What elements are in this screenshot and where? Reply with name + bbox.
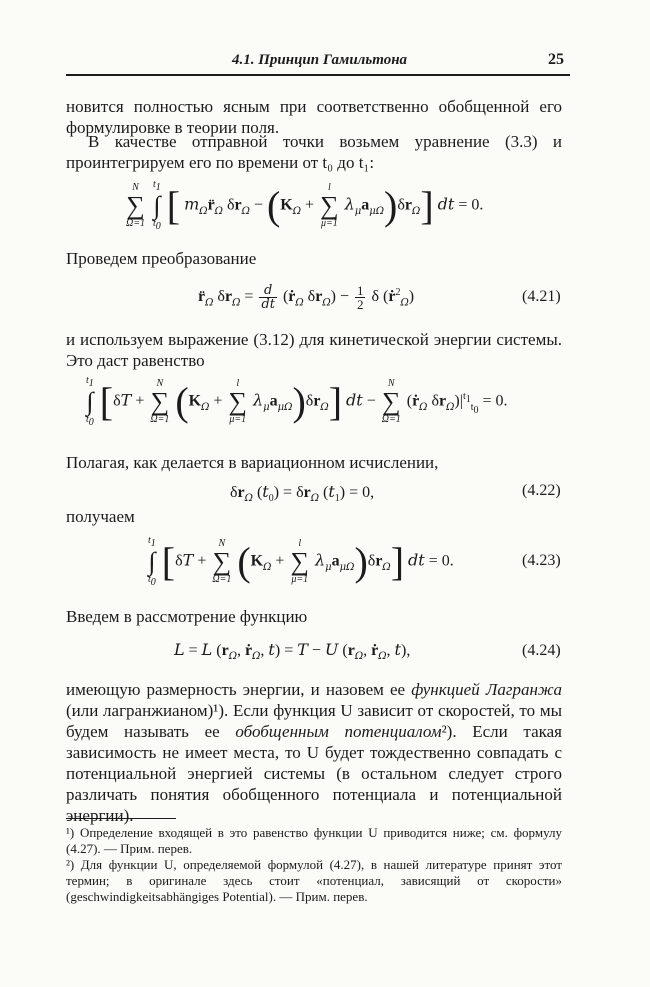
footnote-rule: [66, 818, 176, 819]
paragraph-6: получаем: [66, 507, 135, 526]
equation-number-4-21: (4.21): [522, 288, 561, 305]
paragraph-7: Введем в рассмотрение функцию: [66, 607, 308, 626]
equation-number-4-22: (4.22): [522, 482, 561, 499]
paragraph-8: [66, 679, 562, 826]
footnote-2: ²) Для функции U, определяемой формулой (4.27), в нашей литературе принят этот термин; в оригинале здесь стоит «потенциал, зависящий от скорости» (geschwindigkeitsabhängiges Potential). — Прим. перев.: [66, 857, 562, 904]
equation-start: N ∑ Ω=1 $t_1$ ∫ $t_0$ [ $m_\Omega r̈_\Omega$ $\delta r_\Omega - (K_\Omega$ + l ∑ μ=1 $\lambda_\mu a_{\mu\Omega})\delta r_\Omega$] dt = 0.: [126, 179, 484, 232]
running-head: [66, 48, 570, 76]
term-generalized-potential: обобщенным потенциалом: [235, 722, 442, 741]
paragraph-2: В качестве отправной точки возьмем уравнение (3.3) и проинтегрируем его по времени от t₀ до t₁:: [66, 132, 562, 172]
equation-4-22: $\delta r_\Omega$ $(t_0) = \delta r_\Omega$ $(t_1) = 0$,: [230, 482, 375, 505]
page-number: 25: [548, 51, 564, 68]
section-title: 4.1. Принцип Гамильтона: [232, 52, 408, 68]
paragraph-8-part-e: ²). Если такая зависимость не имеет места, то U будет тождественно совпадать с потенциальной энергией системы (в остальном следует строго различать понятия обобщенного потенциала и потенциальной энергии).: [66, 722, 562, 825]
footnotes: [66, 818, 562, 905]
footnote-1: ¹) Определение входящей в это равенство функции U приводится ниже; см. формулу (4.27). — Прим. перев.: [66, 825, 562, 856]
paragraph-8-part-c: (или лагранжианом)¹). Если функция U зависит от скоростей, то мы будем называть ее: [66, 701, 562, 741]
paragraph-8-part-a: имеющую размерность энергии, и назовем ее: [66, 680, 412, 699]
term-lagrange-function: функцией Лагранжа: [411, 680, 563, 699]
paragraph-1: новится полностью ясным при соответственно обобщенной его формулировке в теории поля.: [66, 97, 562, 137]
equation-number-4-23: (4.23): [522, 552, 561, 569]
paragraph-5: Полагая, как делается в вариационном исчислении,: [66, 453, 439, 472]
equation-number-4-24: (4.24): [522, 642, 561, 659]
equation-mid: $t_1$ ∫ $t_0$ [δT + N ∑ Ω=1 ($K_\Omega$ + l ∑ μ=1 $\lambda_\mu a_{\mu\Omega})\delta r_\Omega$] dt − N ∑ Ω=1 (ṙ$_\Omega$ $\delta r_\Omega)|^{t_1}_{t_0} = 0$.: [86, 375, 508, 428]
equation-4-24: L = L ($r_\Omega$, ṙ$_\Omega$, t) = T − U ($r_\Omega$, ṙ$_\Omega$, t),: [174, 640, 411, 663]
paragraph-3: Проведем преобразование: [66, 249, 257, 268]
equation-4-21: $r̈_\Omega$ $\delta r_\Omega$ = $\frac{d}{dt}$ (ṙ$_\Omega$ $\delta r_\Omega$) − $\frac{1}{2}$ δ (ṙ$^2_\Omega$): [198, 283, 415, 312]
equation-4-23: $t_1$ ∫ $t_0$ [δT + N ∑ Ω=1 ($K_\Omega$ + l ∑ μ=1 $\lambda_\mu a_{\mu\Omega})\delta r_\Omega$] dt = 0.: [148, 535, 454, 588]
paragraph-4: и используем выражение (3.12) для кинетической энергии системы. Это даст равенство: [66, 330, 562, 370]
